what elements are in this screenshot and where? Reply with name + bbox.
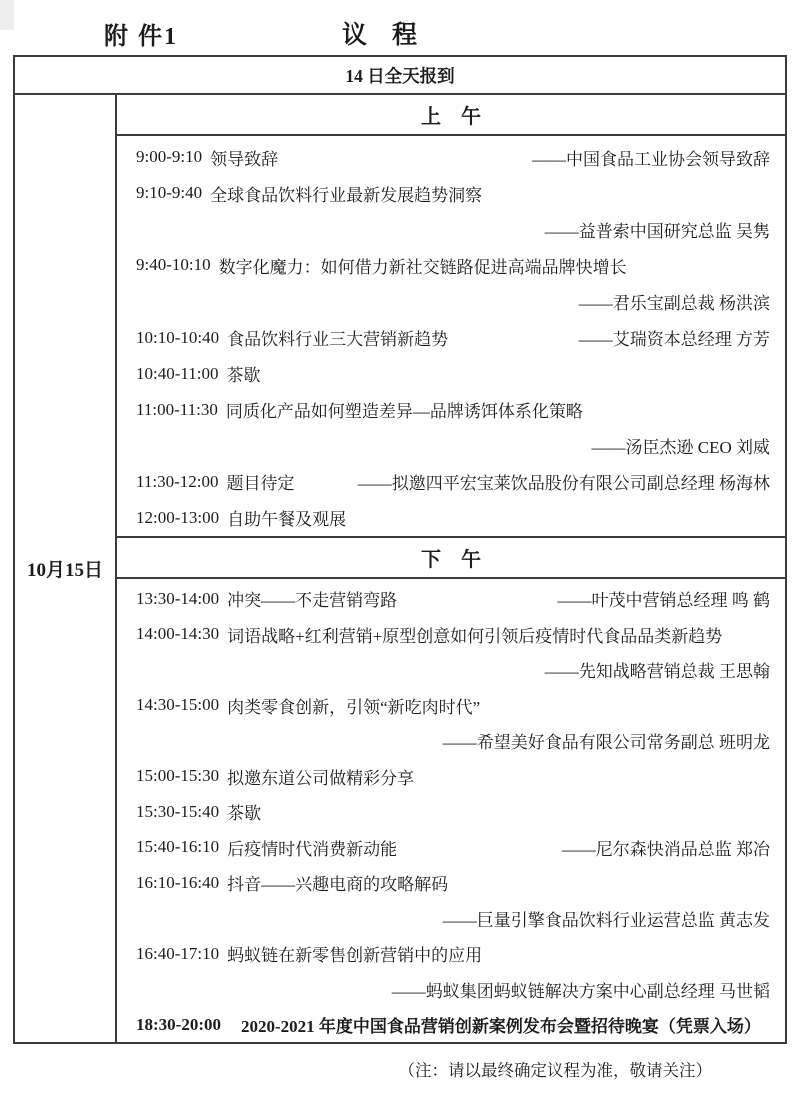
- agenda-line: [136, 830, 770, 866]
- agenda-line: [136, 283, 770, 319]
- agenda-time: 9:40-10:10: [136, 255, 211, 275]
- agenda-title: 肉类零食创新，引领“新吃肉时代”: [227, 697, 481, 717]
- agenda-time: 11:30-12:00: [136, 471, 219, 491]
- agenda-time: 16:10-16:40: [136, 872, 220, 892]
- agenda-line: [136, 581, 770, 617]
- attachment-label: 附 件1: [104, 24, 178, 50]
- agenda-title: 词语战略+红利营销+原型创意如何引领后疫情时代食品品类新趋势: [227, 626, 723, 646]
- agenda-line: [136, 211, 770, 247]
- agenda-line: [136, 901, 770, 937]
- agenda-line: [136, 936, 770, 972]
- agenda-time: 14:00-14:30: [136, 624, 220, 644]
- agenda-title: 食品饮料行业三大营销新趋势: [227, 330, 449, 350]
- agenda-table: [13, 55, 787, 1044]
- agenda-time: 11:00-11:30: [136, 399, 218, 419]
- agenda-time: 10:10-10:40: [136, 327, 220, 347]
- agenda-time: 18:30-20:00: [136, 1014, 221, 1034]
- agenda-time: 10:40-11:00: [136, 363, 219, 383]
- agenda-line: [136, 139, 770, 175]
- agenda-speaker: ——希望美好食品有限公司常务副总 班明龙: [442, 733, 770, 753]
- agenda-body-row: [15, 95, 785, 1042]
- agenda-time: 15:30-15:40: [136, 801, 220, 821]
- agenda-line: [136, 500, 770, 536]
- agenda-title: 同质化产品如何塑造差异—品牌诱饵体系化策略: [225, 402, 583, 422]
- agenda-time: 15:00-15:30: [136, 766, 220, 786]
- agenda-content-cell: [117, 95, 785, 1042]
- agenda-speaker: ——艾瑞资本总经理 方芳: [578, 330, 770, 350]
- agenda-line: [136, 652, 770, 688]
- registration-row: 14 日全天报到: [15, 57, 785, 95]
- agenda-title: 拟邀东道公司做精彩分享: [227, 768, 415, 788]
- agenda-title: 题目待定: [226, 474, 295, 494]
- agenda-time: 16:40-17:10: [136, 943, 220, 963]
- agenda-speaker: ——中国食品工业协会领导致辞: [532, 149, 770, 169]
- document-header: [0, 0, 800, 55]
- agenda-time: 13:30-14:00: [136, 588, 220, 608]
- agenda-title: 蚂蚁链在新零售创新营销中的应用: [227, 946, 483, 966]
- agenda-line: [136, 392, 770, 428]
- page-title: 议 程: [342, 22, 418, 49]
- agenda-line: [136, 617, 770, 653]
- agenda-title: 后疫情时代消费新动能: [227, 839, 398, 859]
- agenda-time: 15:40-16:10: [136, 837, 220, 857]
- agenda-line: [136, 723, 770, 759]
- agenda-speaker: ——巨量引擎食品饮料行业运营总监 黄志发: [442, 910, 770, 930]
- agenda-title: 全球食品饮料行业最新发展趋势洞察: [210, 185, 483, 205]
- agenda-line: [136, 428, 770, 464]
- agenda-speaker: ——君乐宝副总裁 杨洪滨: [578, 293, 770, 313]
- agenda-line: [136, 972, 770, 1008]
- agenda-line-banquet: [136, 1007, 770, 1043]
- agenda-time: 9:00-9:10: [136, 147, 203, 167]
- agenda-speaker: ——尼尔森快消品总监 郑冶: [561, 839, 770, 859]
- agenda-line: [136, 759, 770, 795]
- agenda-time: 12:00-13:00: [136, 507, 220, 527]
- agenda-time: 14:30-15:00: [136, 695, 220, 715]
- agenda-time: 9:10-9:40: [136, 183, 203, 203]
- agenda-speaker: ——先知战略营销总裁 王思翰: [544, 662, 770, 682]
- agenda-speaker: ——叶茂中营销总经理 鸣 鹤: [557, 591, 770, 611]
- agenda-line: [136, 247, 770, 283]
- agenda-line: [136, 175, 770, 211]
- agenda-line: [136, 794, 770, 830]
- date-cell: 10月15日: [15, 95, 117, 1042]
- agenda-title: 茶歇: [227, 804, 262, 824]
- agenda-line: [136, 356, 770, 392]
- morning-session-header: 上 午: [117, 95, 785, 136]
- agenda-line: [136, 865, 770, 901]
- agenda-speaker: ——汤臣杰逊 CEO 刘威: [591, 438, 770, 458]
- agenda-title: 冲突——不走营销弯路: [227, 591, 398, 611]
- agenda-speaker: ——拟邀四平宏宝莱饮品股份有限公司副总经理 杨海林: [357, 474, 770, 494]
- agenda-speaker: ——益普索中国研究总监 吴隽: [544, 221, 770, 241]
- agenda-title: 自助午餐及观展: [227, 510, 347, 530]
- afternoon-session-list: [117, 579, 785, 1043]
- agenda-line: [136, 464, 770, 500]
- agenda-title: 抖音——兴趣电商的攻略解码: [227, 875, 449, 895]
- afternoon-session-header: 下 午: [117, 538, 785, 579]
- agenda-title: 茶歇: [226, 366, 261, 386]
- agenda-line: [136, 319, 770, 355]
- footer-note: （注：请以最终确定议程为准，敬请关注）: [398, 1061, 712, 1080]
- agenda-line: [136, 688, 770, 724]
- agenda-title: 领导致辞: [210, 149, 279, 169]
- morning-session-list: [117, 136, 785, 538]
- agenda-speaker: ——蚂蚁集团蚂蚁链解决方案中心副总经理 马世韬: [391, 981, 770, 1001]
- agenda-title: 数字化魔力：如何借力新社交链路促进高端品牌快增长: [218, 257, 627, 277]
- agenda-title: 2020-2021 年度中国食品营销创新案例发布会暨招待晚宴（凭票入场）: [240, 1017, 761, 1037]
